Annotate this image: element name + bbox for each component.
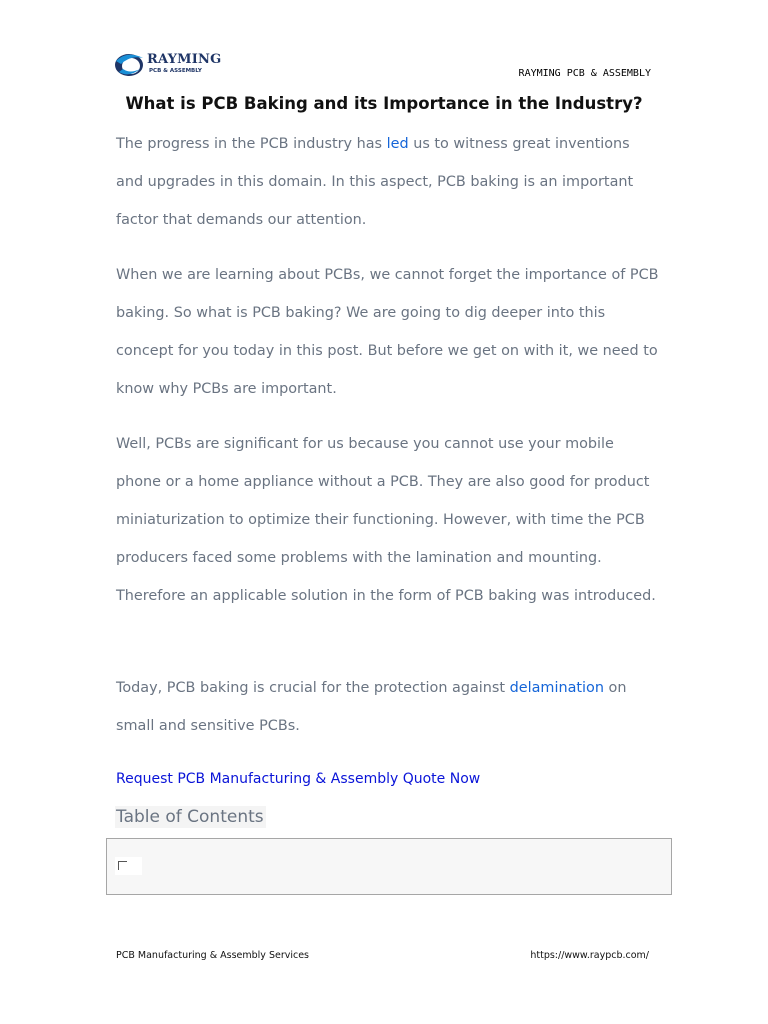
rayming-logo xyxy=(113,50,223,80)
paragraph-delamination xyxy=(116,669,661,745)
paragraph-delamination-text-after: on small and sensitive PCBs. xyxy=(116,680,627,734)
toc-toggle-button[interactable] xyxy=(115,857,142,875)
led-link[interactable]: led xyxy=(386,136,409,152)
paragraph-significance: Well, PCBs are significant for us because you cannot use your mobile phone or a home appliance without a PCB. They are also good for product miniaturization to optimize their functioning. However, with time the PCB producers faced some problems with the lamination and mounting. Therefore an applicable solution in the form of PCB baking was introduced. xyxy=(116,436,656,604)
table-of-contents-heading: Table of Contents xyxy=(116,807,264,827)
request-quote-link[interactable]: Request PCB Manufacturing & Assembly Quote Now xyxy=(116,771,481,787)
paragraph-intro-text-after: us to witness great inventions and upgrades in this domain. In this aspect, PCB baking is an important factor that demands our attention. xyxy=(116,136,634,228)
rayming-logo-icon xyxy=(113,52,145,78)
footer-services-text: PCB Manufacturing & Assembly Services xyxy=(116,950,310,961)
footer-website-url: https://www.raypcb.com/ xyxy=(530,950,649,961)
logo-tagline: PCB & ASSEMBLY xyxy=(149,68,202,74)
running-header-title: RAYMING PCB & ASSEMBLY xyxy=(518,68,651,79)
delamination-link[interactable]: delamination xyxy=(509,680,604,696)
logo-name: RAYMING xyxy=(147,52,222,67)
paragraph-intro-text-before: The progress in the PCB industry has xyxy=(116,136,387,152)
paragraph-intro xyxy=(116,125,661,239)
table-of-contents-box xyxy=(106,838,672,895)
article-title: What is PCB Baking and its Importance in the Industry? xyxy=(125,94,643,113)
paragraph-delamination-text-before: Today, PCB baking is crucial for the protection against xyxy=(116,680,510,696)
checkbox-icon xyxy=(118,861,127,870)
paragraph-importance: When we are learning about PCBs, we cannot forget the importance of PCB baking. So what is PCB baking? We are going to dig deeper into this concept for you today in this post. But before we get on with it, we need to know why PCBs are important. xyxy=(116,267,659,397)
